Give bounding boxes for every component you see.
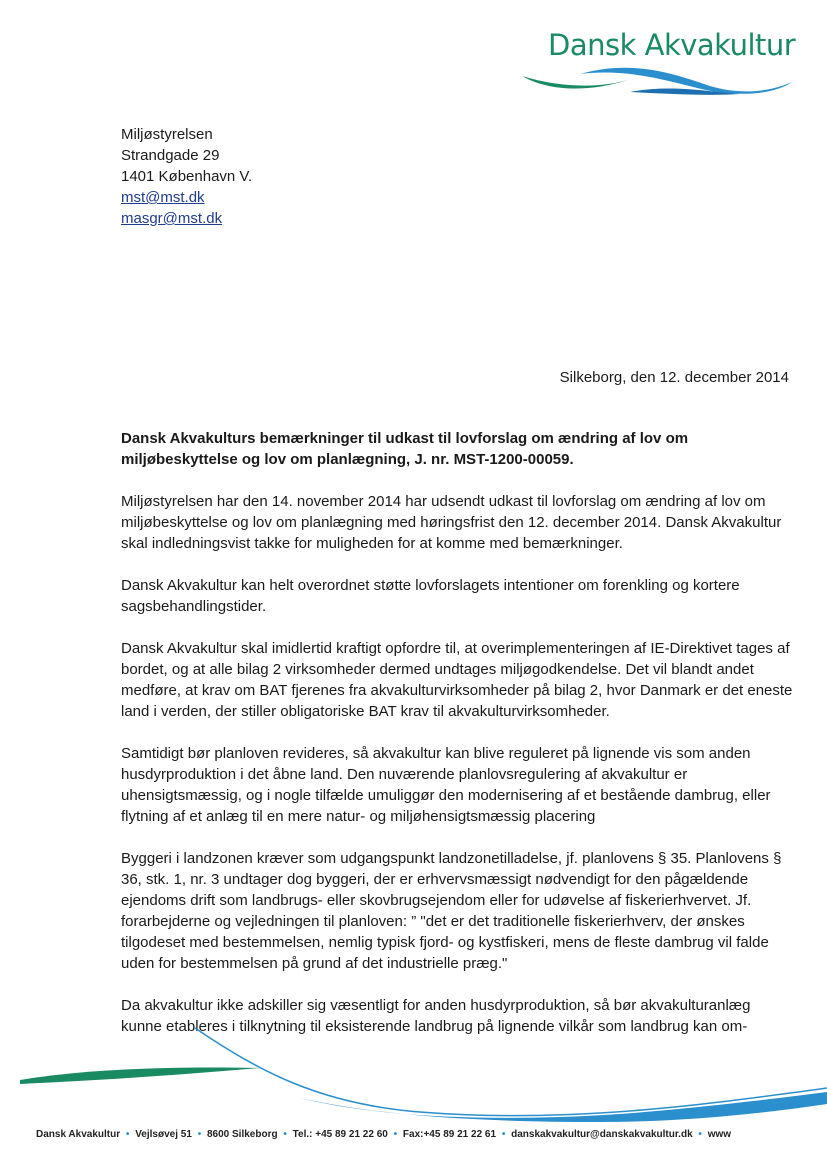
paragraph-3: Dansk Akvakultur skal imidlertid kraftigt opfordre til, at overimplementeringen af IE-Direktivet tages af bordet, og at alle bilag 2 virksomheder dermed undtages miljøgodkendelse. Det vil blandt andet medføre, at krav om BAT fjerenes fra akvakulturvirksomheder på bilag 2, hvor Danmark er det eneste land i verden, der stiller obligatoriske BAT krav til akvakulturvirksomheder. — [121, 640, 793, 720]
paragraph-4: Samtidigt bør planloven revideres, så akvakultur kan blive reguleret på lignende vis som anden husdyrproduktion i det åbne land. Den nuværende planlovsregulering af akvakultur er uhensigtsmæssig, og i nogle tilfælde umuliggør den modernisering af et bestående dambrug, eller flytning af et anlæg til en mere natur- og miljøhensigtsmæssig placering — [121, 745, 771, 825]
letter-body — [121, 428, 793, 1058]
recipient-email-link-1[interactable]: mst@mst.dk — [121, 189, 205, 206]
footer-separator-dot: • — [197, 1129, 202, 1140]
letter-subject: Dansk Akvakulturs bemærkninger til udkast til lovforslag om ændring af lov om miljøbeskyttelse og lov om planlægning, J. nr. MST-1200-00059. — [121, 430, 689, 468]
footer-wave-icon — [0, 1022, 827, 1122]
footer-city: 8600 Silkeborg — [206, 1129, 278, 1140]
recipient-name: Miljøstyrelsen — [121, 126, 213, 143]
paragraph-1: Miljøstyrelsen har den 14. november 2014 har udsendt udkast til lovforslag om ændring af lov om miljøbeskyttelse og lov om planlægning med høringsfrist den 12. december 2014. Dansk Akvakultur skal indledningsvist takke for muligheden for at komme med bemærkninger. — [121, 493, 782, 552]
footer-separator-dot: • — [698, 1129, 702, 1140]
footer-wave-blue-line — [195, 1028, 827, 1116]
logo-wave-icon — [520, 62, 800, 96]
footer-separator-dot: • — [125, 1129, 130, 1140]
recipient-email-link-2[interactable]: masgr@mst.dk — [121, 210, 223, 227]
logo-text: Dansk Akvakultur — [548, 28, 796, 62]
footer-separator-dot: • — [501, 1129, 506, 1140]
paragraph-5: Byggeri i landzonen kræver som udgangspunkt landzonetilladelse, jf. planlovens § 35. Planlovens § 36, stk. 1, nr. 3 undtager dog byggeri, der er erhvervsmæssigt nødvendigt for den pågældende ejendoms drift som landbrugs- eller skovbrugsejendom eller for udøvelse af fiskerierhvervet. Jf. forarbejderne og vejledningen til planloven: ” "det er det traditionelle fiskerierhverv, der ønskes tilgodeset med bestemmelsen, nemlig typisk fjord- og kystfiskeri, mens de fleste dambrug vil falde uden for bestemmelsen på grund af det industrielle præg." — [121, 850, 782, 972]
footer-contact — [36, 1129, 731, 1140]
footer-web[interactable]: www — [707, 1129, 732, 1140]
paragraph-2: Dansk Akvakultur kan helt overordnet støtte lovforslagets intentioner om forenkling og kortere sagsbehandlingstider. — [121, 577, 740, 615]
footer-street: Vejlsøvej 51 — [135, 1129, 192, 1140]
paragraph-6: Da akvakultur ikke adskiller sig væsentligt for anden husdyrproduktion, så bør akvakulturanlæg kunne etableres i tilknytning til eksisterende landbrug på lignende vilkår som landbrug kan om- — [121, 997, 751, 1035]
footer-org: Dansk Akvakultur — [36, 1129, 121, 1140]
recipient-street: Strandgade 29 — [121, 147, 220, 164]
company-logo — [520, 24, 800, 94]
recipient-address — [121, 124, 252, 229]
footer-wave-green — [20, 1068, 260, 1085]
footer-fax: Fax:+45 89 21 22 61 — [402, 1129, 497, 1140]
footer-separator-dot: • — [393, 1129, 398, 1140]
logo-wave-green — [522, 76, 628, 89]
footer-tel: Tel.: +45 89 21 22 60 — [292, 1129, 388, 1140]
footer-separator-dot: • — [283, 1129, 287, 1140]
letter-date: Silkeborg, den 12. december 2014 — [559, 369, 789, 386]
footer-email[interactable]: danskakvakultur@danskakvakultur.dk — [511, 1129, 693, 1140]
recipient-city: 1401 København V. — [121, 168, 253, 185]
